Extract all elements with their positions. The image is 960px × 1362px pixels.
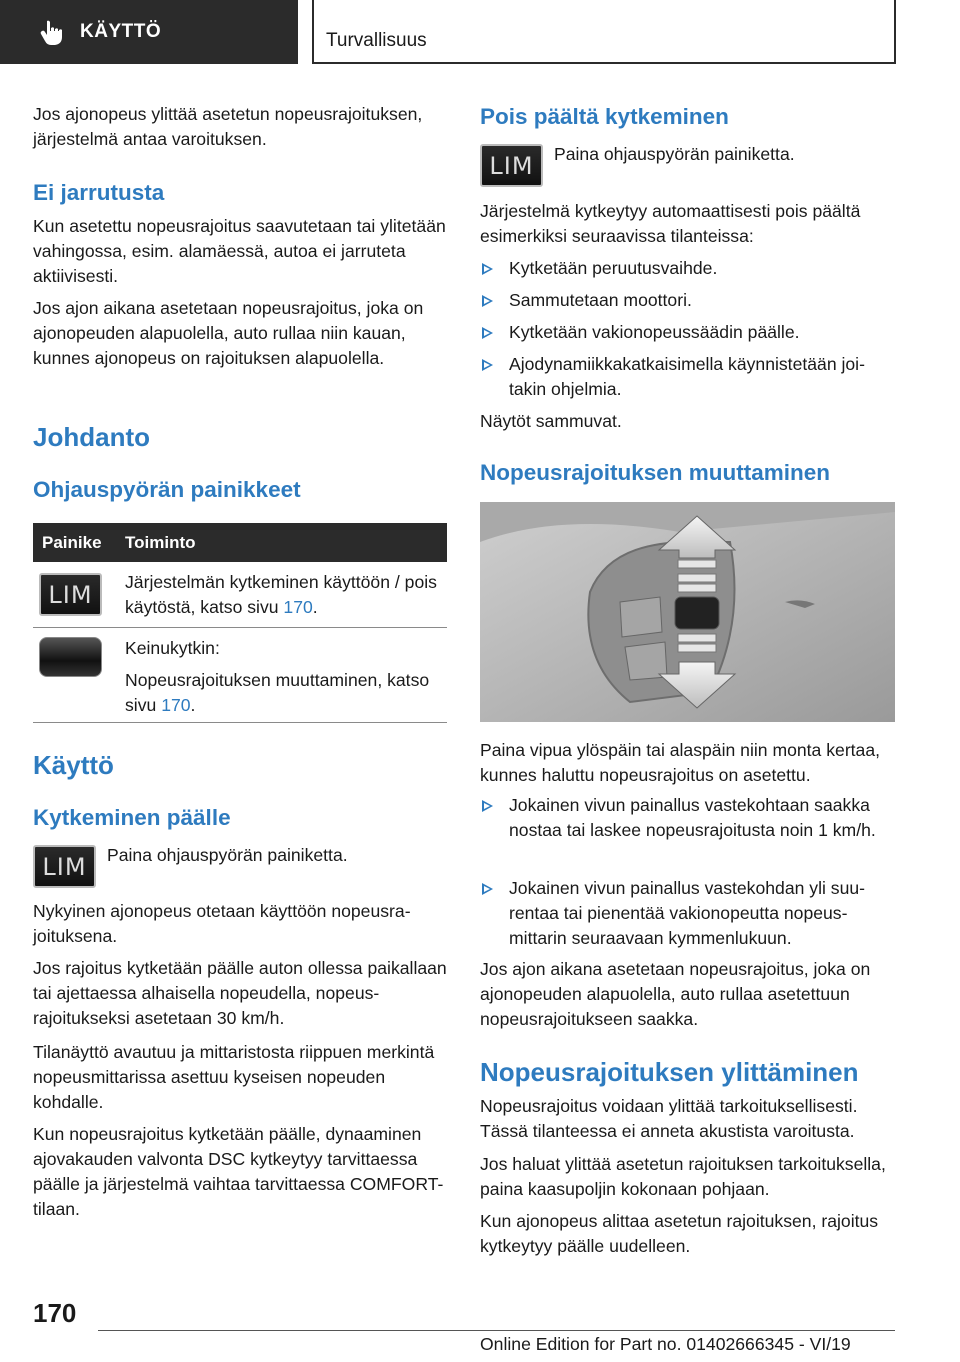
heading-muuttaminen: Nopeusrajoituksen muuttaminen <box>480 460 831 485</box>
list-item: Kytketään peruutusvaihde. <box>480 256 895 281</box>
lim-button-icon: LIM <box>39 573 102 616</box>
table-header-painike: Painike <box>42 533 102 552</box>
rocker-switch-icon <box>39 637 102 677</box>
paragraph-ei-jarrutusta: Kun asetettu nopeusrajoitus saavutetaan tai ylitetään vahingossa, esim. alamäessä, autoa ei jarruteta aktiivisesti. <box>33 216 446 286</box>
paragraph-rullaa: Jos ajon aikana asetetaan nopeusrajoitus, joka on ajonopeuden alapuolella, auto rullaa niin kauan, kunnes ajonopeus on rajoituksen alapuolella. <box>33 298 424 368</box>
intro-paragraph: Jos ajonopeus ylittää asetetun nopeusrajoituksen, järjestelmä antaa varoituksen. <box>33 104 423 149</box>
kytkeminen-text: Paina ohjauspyörän painiketta. <box>107 845 348 865</box>
list-item: Ajodynamiikkakatkaisimella käynnistetään joitakin ohjelmia. <box>480 352 895 402</box>
steering-wheel-illustration <box>480 502 895 722</box>
table-row1-text: Järjestelmän kytkeminen käyttöön / pois käytöstä, katso sivu 170. <box>125 572 437 617</box>
header-section-label: KÄYTTÖ <box>80 21 162 42</box>
triangle-bullet-icon <box>482 883 493 895</box>
triangle-bullet-icon <box>482 359 493 371</box>
table-separator <box>33 627 447 628</box>
paragraph-paina-vipua: Paina vipua ylöspäin tai alaspäin niin monta kertaa, kunnes haluttu nopeusrajoitus on asetettu. <box>480 740 881 785</box>
list-item: Sammutetaan moottori. <box>480 288 895 313</box>
triangle-bullet-icon <box>482 800 493 812</box>
paragraph-nykyinen: Nykyinen ajonopeus otetaan käyttöön nopeusrajoituksena. <box>33 901 411 946</box>
footer-edition: Online Edition for Part no. 01402666345 - VI/19 <box>480 1334 851 1354</box>
triangle-bullet-icon <box>482 327 493 339</box>
paragraph-uudelleen: Kun ajonopeus alittaa asetetun rajoituksen, rajoitus kytkeytyy päälle uudelleen. <box>480 1211 879 1256</box>
paragraph-naytot: Näytöt sammuvat. <box>480 411 622 431</box>
paragraph-rullaa-asetettuun: Jos ajon aikana asetetaan nopeusrajoitus, joka on ajonopeuden alapuolella, auto rullaa asetettuun nopeusrajoitukseen saakka. <box>480 959 871 1029</box>
triangle-bullet-icon <box>482 263 493 275</box>
table-row2-text: Nopeusrajoituksen muuttaminen, katso sivu 170. <box>125 670 430 715</box>
hand-pointer-icon <box>38 18 66 46</box>
pois-text: Paina ohjauspyörän painiketta. <box>554 144 795 164</box>
heading-ylittaminen: Nopeusrajoituksen ylittäminen <box>480 1057 859 1087</box>
header-section-tab <box>0 0 298 64</box>
paragraph-automaattisesti: Järjestelmä kytkeytyy automaattisesti pois päältä esimerkiksi seuraavissa tilanteissa: <box>480 201 861 246</box>
paragraph-rajoitus-30: Jos rajoitus kytketään päälle auton ollessa paikallaan tai ajettaessa alhaisella nopeudella, nopeusrajoitukseksi asetetaan 30 km/h. <box>33 958 447 1028</box>
header-topic-label: Turvallisuus <box>326 30 427 51</box>
heading-ei-jarrutusta: Ei jarrutusta <box>33 180 165 205</box>
triangle-bullet-icon <box>482 295 493 307</box>
paragraph-tarkoituksellisesti: Nopeusrajoitus voidaan ylittää tarkoituksellisesti. Tässä tilanteessa ei anneta akustista varoitusta. <box>480 1096 858 1141</box>
heading-pois: Pois päältä kytkeminen <box>480 104 729 129</box>
header-topic-box <box>312 0 896 64</box>
heading-kytkeminen: Kytkeminen päälle <box>33 805 231 830</box>
page-link-170[interactable]: 170 <box>161 695 191 715</box>
list-item: Jokainen vivun painallus vastekohtaan saakka nostaa tai laskee nopeusrajoitusta noin 1 km/h. <box>480 793 895 843</box>
table-header-toiminto: Toiminto <box>125 533 196 552</box>
list-item: Kytketään vakionopeussäädin päälle. <box>480 320 895 345</box>
paragraph-kaasupoljin: Jos haluat ylittää asetetun rajoituksen tarkoituksella, paina kaasupoljin kokonaan pohjaan. <box>480 1154 886 1199</box>
paragraph-dsc: Kun nopeusrajoitus kytketään päälle, dynaaminen ajovakauden valvonta DSC kytkeytyy tarvittaessa päälle ja järjestelmä vaihtaa tarvittaessa COMFORT-tilaan. <box>33 1124 444 1219</box>
lim-button-icon: LIM <box>33 845 96 888</box>
heading-painikkeet: Ohjauspyörän painikkeet <box>33 477 301 502</box>
footer-divider <box>98 1330 895 1331</box>
heading-johdanto: Johdanto <box>33 422 150 452</box>
paragraph-tilanaytto: Tilanäyttö avautuu ja mittaristosta riippuen merkintä nopeusmittarissa asettuu kyseisen nopeuden kohdalle. <box>33 1042 435 1112</box>
page-link-170[interactable]: 170 <box>283 597 313 617</box>
table-header <box>33 523 447 562</box>
table-separator <box>33 722 447 723</box>
heading-kaytto: Käyttö <box>33 750 114 780</box>
table-row2-label: Keinukytkin: <box>125 638 220 658</box>
list-item: Jokainen vivun painallus vastekohdan yli suurentaa tai pienentää vakionopeutta nopeusmittarin seuraavaan kymmenlukuun. <box>480 876 895 951</box>
page-number: 170 <box>33 1298 77 1328</box>
lim-button-icon: LIM <box>480 144 543 187</box>
